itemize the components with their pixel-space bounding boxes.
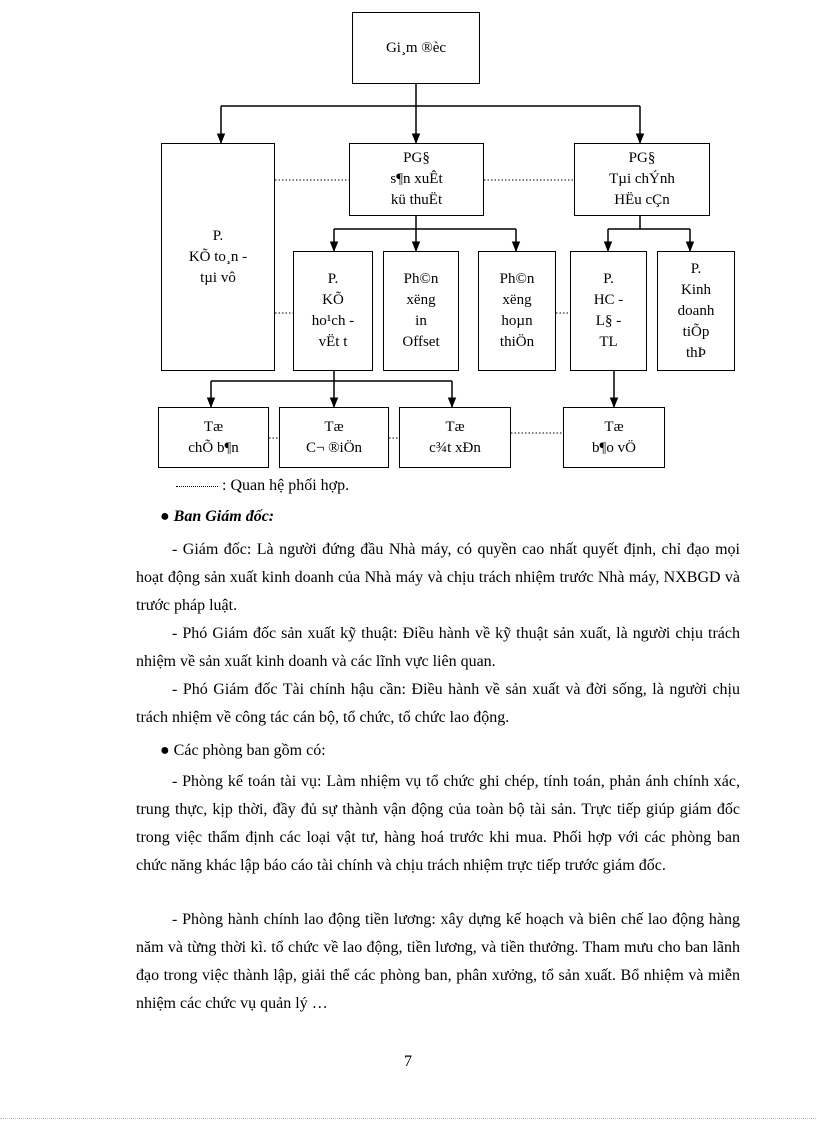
admin-dept-box: P. HC - L§ - TL xyxy=(570,251,647,371)
bullet-departments: ● Các phòng ban gồm có: xyxy=(160,742,326,759)
dotted-line-sample xyxy=(176,486,218,487)
paragraph-admin: - Phòng hành chính lao động tiền lương: xây dựng kế hoạch và biên chế lao động hàng năm và từng thời kì. tổ chức về lao động, tiền lương, và tiền thưởng. Tham mưu cho ban lãnh đạo trong việc thành lập, giải thể các phòng ban, phân xưởng, tổ sản xuất. Bổ nhiệm và miễn nhiệm các chức vụ quản lý … xyxy=(136,911,740,1012)
mechanical-team-box: Tæ C¬ ®iÖn xyxy=(279,407,389,468)
paragraph-deputy-tech: - Phó Giám đốc sản xuất kỹ thuật: Điều hành về kỹ thuật sản xuất, là người chịu trách nhiệm về sản xuất kinh doanh và các lĩnh vực liên quan. xyxy=(136,625,740,670)
offset-workshop-box: Ph©n xëng in Offset xyxy=(383,251,459,371)
page-number: 7 xyxy=(404,1053,412,1070)
typesetting-team-box: Tæ chÕ b¶n xyxy=(158,407,269,468)
paragraph-deputy-finance: - Phó Giám đốc Tài chính hậu cần: Điều hành về sản xuất và đời sống, là người chịu trách nhiệm về công tác cán bộ, tổ chức, tổ chức lao động. xyxy=(136,681,740,726)
legend xyxy=(176,477,349,495)
paragraph-director: - Giám đốc: Là người đứng đầu Nhà máy, có quyền cao nhất quyết định, chỉ đạo mọi hoạt động sản xuất kinh doanh của Nhà máy và chịu trách nhiệm trước Nhà máy, NXBGD và trước pháp luật. xyxy=(136,541,740,614)
deputy-production-box: PG§ s¶n xuÊt kü thuËt xyxy=(349,143,484,216)
paragraph-accounting: - Phòng kế toán tài vụ: Làm nhiệm vụ tổ chức ghi chép, tính toán, phản ánh chính xác, trung thực, kịp thời, đầy đủ sự thành vận động của toàn bộ tài sản. Trực tiếp giúp giám đốc trong việc thẩm định các loại vật tư, hàng hoá trước khi mua. Phối hợp với các phòng ban chức năng khác lập báo cáo tài chính và chịu trách nhiệm trực tiếp trước giám đốc. xyxy=(136,773,740,874)
accounting-dept-box: P. KÕ to¸n - tµi vô xyxy=(161,143,275,371)
security-team-box: Tæ b¶o vÖ xyxy=(563,407,665,468)
cutting-team-box: Tæ c¾t xÐn xyxy=(399,407,511,468)
director-box: Gi¸m ®èc xyxy=(352,12,480,84)
section-heading: ● Ban Giám đốc: xyxy=(160,508,275,525)
footer-divider xyxy=(0,1118,816,1119)
business-dept-box: P. Kinh doanh tiÕp thÞ xyxy=(657,251,735,371)
legend-text: : Quan hệ phối hợp. xyxy=(222,477,350,494)
planning-dept-box: P. KÕ ho¹ch - vËt t xyxy=(293,251,373,371)
finishing-workshop-box: Ph©n xëng hoµn thiÖn xyxy=(478,251,556,371)
deputy-finance-box: PG§ Tµi chÝnh HËu cÇn xyxy=(574,143,710,216)
